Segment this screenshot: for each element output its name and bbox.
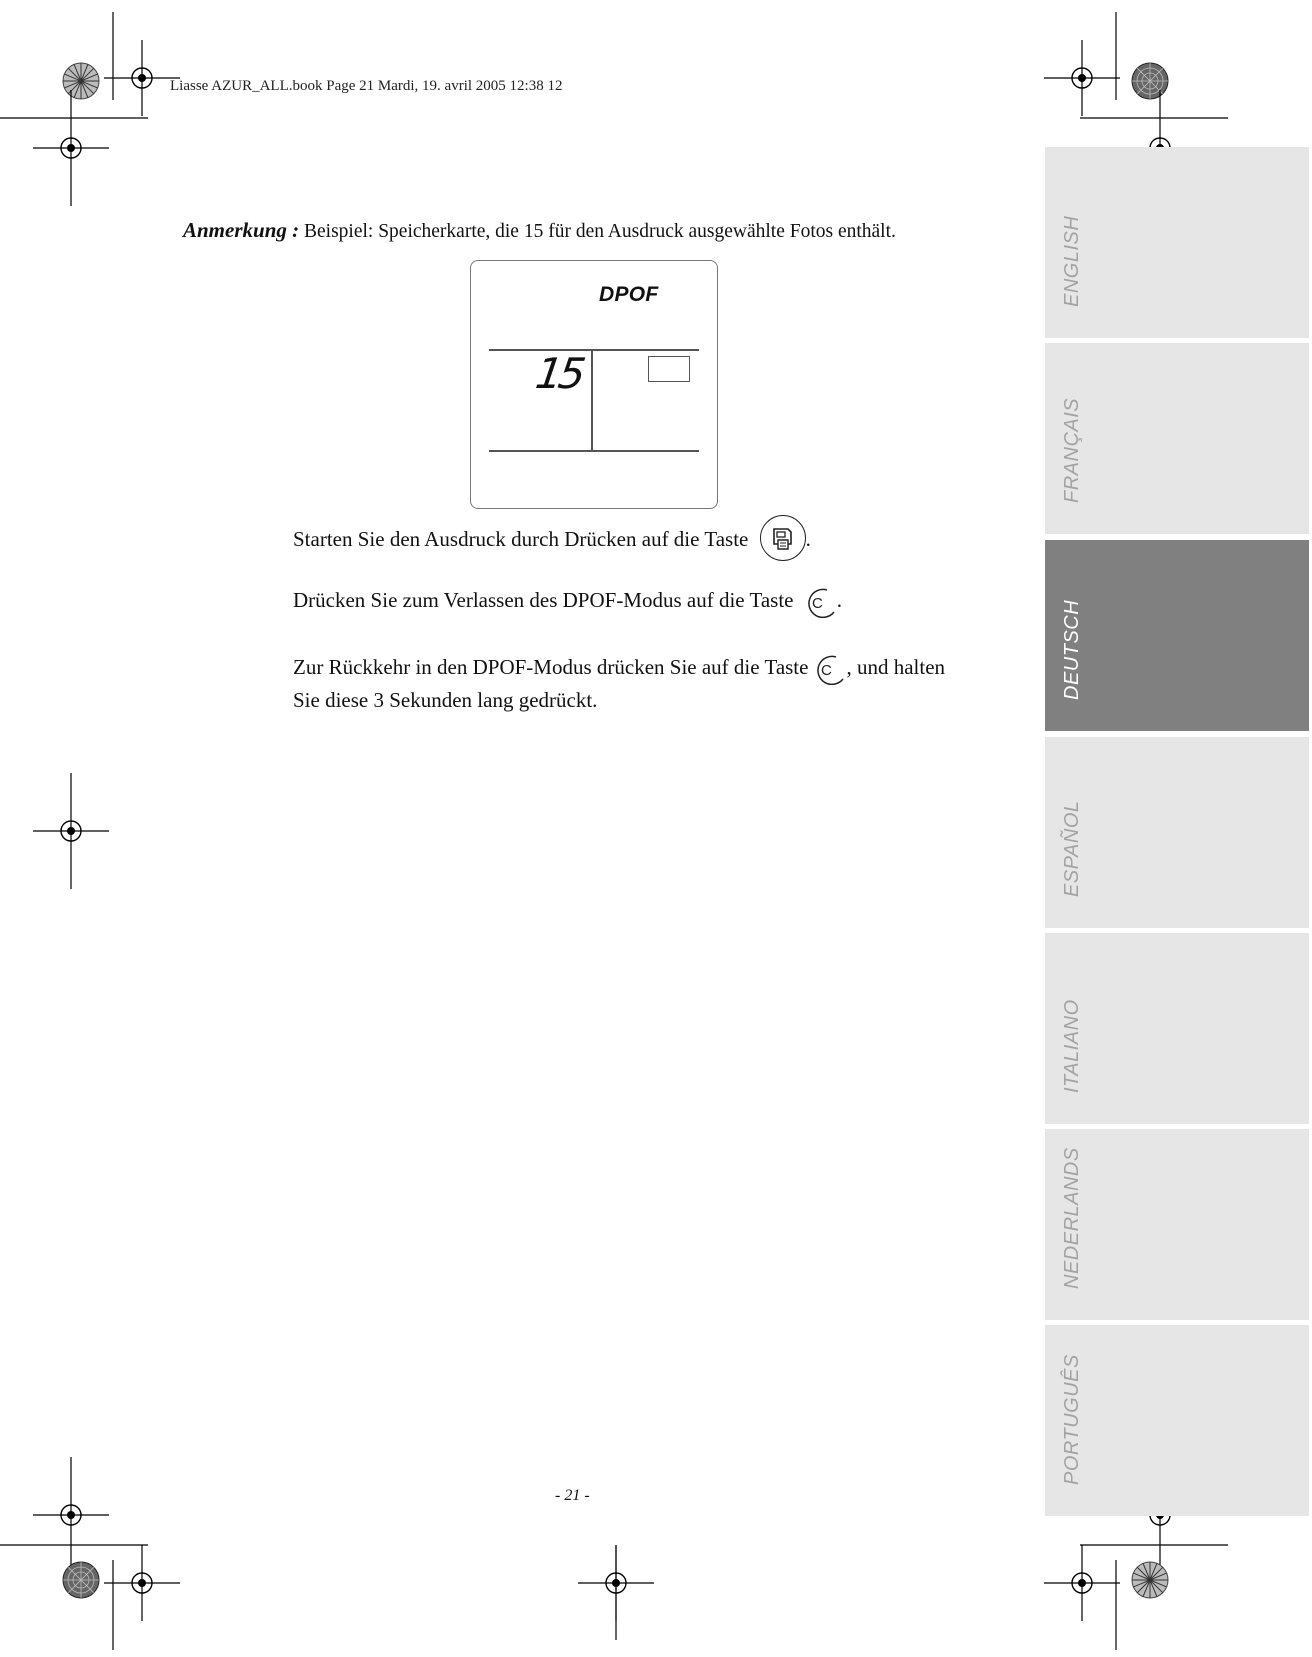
lcd-divider-vertical (591, 349, 593, 451)
language-tabs (1045, 147, 1309, 1510)
instruction-return-line2: Sie diese 3 Sekunden lang gedrückt. (293, 688, 598, 713)
tab-nederlands[interactable] (1045, 1129, 1309, 1320)
instruction-return-cont: , und halten (846, 655, 946, 679)
tab-espanol[interactable] (1045, 737, 1309, 928)
print-header: Liasse AZUR_ALL.book Page 21 Mardi, 19. avril 2005 12:38 12 (170, 78, 563, 94)
tab-label: DEUTSCH (1061, 599, 1083, 700)
instruction-print (293, 518, 811, 564)
tab-deutsch[interactable] (1045, 540, 1309, 731)
lcd-divider-top (489, 349, 699, 351)
lcd-title: DPOF (599, 283, 659, 306)
note-label: Anmerkung : (183, 218, 300, 242)
instruction-print-end: . (805, 526, 811, 551)
page-number: - 21 - (555, 1487, 590, 1504)
tab-english[interactable] (1045, 147, 1309, 338)
tab-francais[interactable] (1045, 343, 1309, 534)
tab-label: NEDERLANDS (1061, 1147, 1083, 1289)
tab-label: PORTUGUÊS (1061, 1354, 1083, 1485)
tab-label: ITALIANO (1061, 999, 1083, 1093)
note (183, 218, 896, 243)
tab-label: ENGLISH (1061, 215, 1083, 307)
tab-italiano[interactable] (1045, 933, 1309, 1124)
instruction-exit (293, 585, 842, 618)
lcd-count: 15 (532, 349, 585, 398)
tab-label: ESPAÑOL (1061, 800, 1083, 897)
c-key-icon (810, 653, 844, 685)
instruction-exit-end: . (836, 588, 843, 612)
lcd-photo-icon (648, 356, 690, 382)
instruction-return-text: Zur Rückkehr in den DPOF-Modus drücken Sie auf die Taste (293, 655, 809, 679)
tab-portugues[interactable] (1045, 1325, 1309, 1516)
instruction-exit-text: Drücken Sie zum Verlassen des DPOF-Modus auf die Taste (293, 588, 794, 612)
note-text: Beispiel: Speicherkarte, die 15 für den Ausdruck ausgewählte Fotos enthält. (299, 221, 896, 242)
instruction-return (293, 652, 945, 715)
instruction-print-text: Starten Sie den Ausdruck durch Drücken auf die Taste (293, 526, 749, 551)
svg-text:C: C (821, 662, 833, 680)
tab-label: FRANÇAIS (1061, 397, 1083, 503)
lcd-divider-bottom (489, 450, 699, 452)
svg-text:C: C (811, 595, 823, 613)
lcd-display (470, 260, 718, 509)
c-key-icon (801, 586, 835, 618)
print-key-icon (760, 515, 806, 561)
